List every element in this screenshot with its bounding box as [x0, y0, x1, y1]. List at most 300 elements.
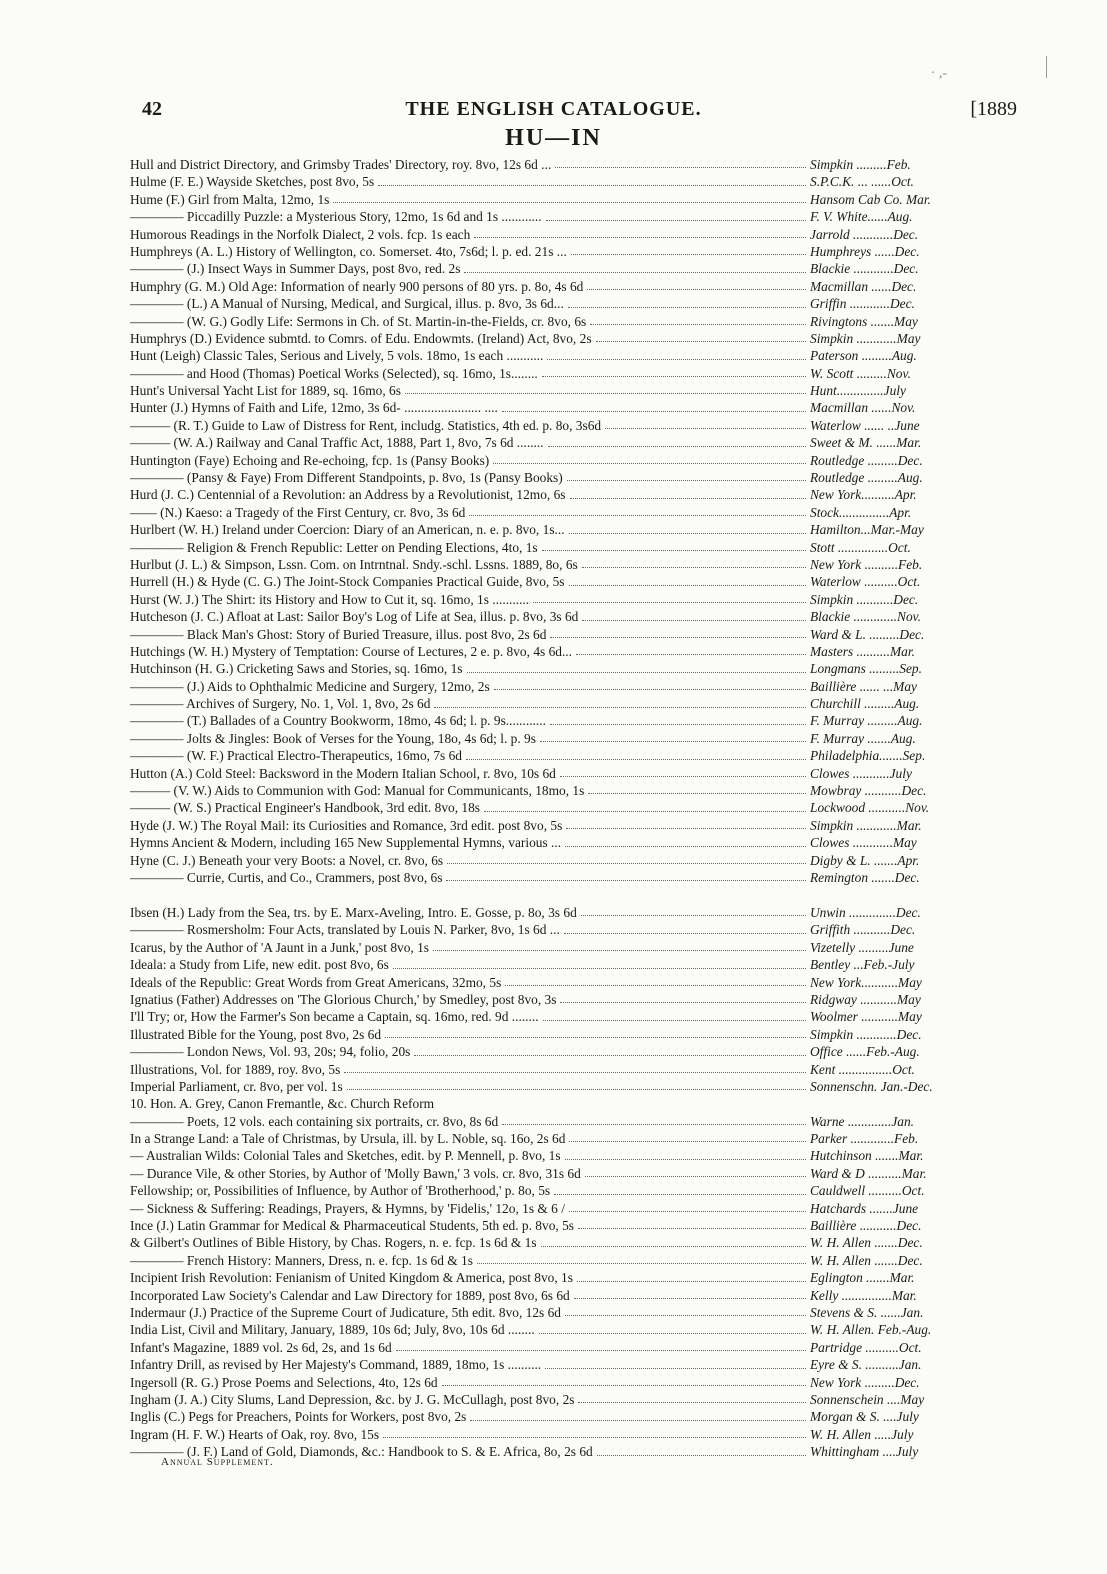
entry-description: Hutchinson (H. G.) Cricketing Saws and Stories, sq. 16mo, 1s: [130, 661, 463, 677]
entry-description: ———— (L.) A Manual of Nursing, Medical, and Surgical, illus. p. 8vo, 3s 6d...: [130, 296, 564, 312]
entry-publisher-month: Waterlow ..........Oct.: [810, 574, 921, 590]
catalogue-entry: [130, 556, 986, 573]
entry-publisher-month: Office ......Feb.-Aug.: [810, 1044, 920, 1060]
entry-publisher-month: New York...........May: [810, 974, 922, 990]
catalogue-entry: [130, 991, 986, 1008]
entry-publisher-month: Simpkin ...........Dec.: [810, 591, 919, 607]
dot-leader: [565, 846, 806, 847]
dot-leader: [566, 828, 806, 829]
entry-publisher-month: Simpkin .........Feb.: [810, 156, 911, 172]
dot-leader: [569, 533, 806, 534]
entry-description: Humorous Readings in the Norfolk Dialect, 2 vols. fcp. 1s each: [130, 226, 471, 242]
entry-description: Ince (J.) Latin Grammar for Medical & Pharmaceutical Students, 5th ed. p. 8vo, 5s: [130, 1218, 574, 1234]
entry-publisher-month: Whittingham ....July: [810, 1444, 919, 1460]
entry-publisher-month: Griffin ............Dec.: [810, 296, 915, 312]
catalogue-entry: [130, 852, 986, 869]
edge-line: [1046, 56, 1047, 78]
year-mark: [1889: [970, 98, 1017, 120]
catalogue-entry: [130, 173, 986, 190]
catalogue-entry: [130, 452, 986, 469]
entry-description: Hunter (J.) Hymns of Faith and Life, 12mo, 3s 6d- ....................... ....: [130, 400, 498, 416]
catalogue-entry: [130, 1008, 986, 1025]
catalogue-entry: [130, 956, 986, 973]
entry-publisher-month: Blackie .............Nov.: [810, 609, 921, 625]
catalogue-entry: [130, 834, 986, 851]
entry-publisher-month: F. V. White......Aug.: [810, 209, 913, 225]
entry-description: Hunt (Leigh) Classic Tales, Serious and Lively, 5 vols. 18mo, 1s each ...........: [130, 348, 544, 364]
catalogue-entry: [130, 417, 986, 434]
entry-description: Hymns Ancient & Modern, including 165 New Supplemental Hymns, various ...: [130, 835, 562, 851]
dot-leader: [550, 724, 806, 725]
entry-description: ——— (V. W.) Aids to Communion with God: Manual for Communicants, 18mo, 1s: [130, 783, 585, 799]
dot-leader: [393, 968, 806, 969]
entry-publisher-month: W. H. Allen .....July: [810, 1426, 914, 1442]
entry-publisher-month: Hansom Cab Co. Mar.: [810, 191, 931, 207]
catalogue-entry: [130, 573, 986, 590]
dot-leader: [605, 428, 806, 429]
entry-description: — Durance Vile, & other Stories, by Author of 'Molly Bawn,' 3 vols. cr. 8vo, 31s 6d: [130, 1165, 581, 1181]
catalogue-entry: [130, 1182, 986, 1199]
dot-leader: [587, 289, 806, 290]
dot-leader: [385, 1037, 806, 1038]
entry-publisher-month: Routledge .........Aug.: [810, 470, 923, 486]
catalogue-entry: [130, 1269, 986, 1286]
entry-description: Hyne (C. J.) Beneath your very Boots: a Novel, cr. 8vo, 6s: [130, 852, 444, 868]
entry-description: ———— Archives of Surgery, No. 1, Vol. 1, 8vo, 2s 6d: [130, 696, 431, 712]
entry-description: ———— Poets, 12 vols. each containing six portraits, cr. 8vo, 8s 6d: [130, 1113, 499, 1129]
catalogue-entry: [130, 730, 986, 747]
dot-leader: [344, 1072, 806, 1073]
dot-leader: [550, 637, 806, 638]
entry-description: Ideals of the Republic: Great Words from Great Americans, 32mo, 5s: [130, 974, 502, 990]
entry-publisher-month: Blackie ............Dec.: [810, 261, 919, 277]
entry-publisher-month: W. H. Allen. Feb.-Aug.: [810, 1322, 932, 1338]
entry-description: ———— (T.) Ballades of a Country Bookworm, 18mo, 4s 6d; l. p. 9s............: [130, 713, 546, 729]
dot-leader: [578, 1402, 806, 1403]
entry-publisher-month: Cauldwell ..........Oct.: [810, 1183, 925, 1199]
entry-description: Inglis (C.) Pegs for Preachers, Points for Workers, post 8vo, 2s: [130, 1409, 467, 1425]
entry-description: Illustrated Bible for the Young, post 8vo, 2s 6d: [130, 1026, 382, 1042]
catalogue-entry: [130, 1321, 986, 1338]
dot-leader: [543, 1020, 806, 1021]
entry-description: ———— London News, Vol. 93, 20s; 94, folio, 20s: [130, 1044, 411, 1060]
dot-leader: [564, 933, 806, 934]
entry-publisher-month: Woolmer ...........May: [810, 1009, 922, 1025]
catalogue-entry: [130, 1147, 986, 1164]
dot-leader: [578, 1228, 806, 1229]
catalogue-entry: [130, 591, 986, 608]
dot-leader: [545, 1368, 806, 1369]
entry-publisher-month: Sonnenschn. Jan.-Dec.: [810, 1078, 933, 1094]
entry-publisher-month: Kelly ...............Mar.: [810, 1287, 917, 1303]
entry-description: Hutcheson (J. C.) Afloat at Last: Sailor Boy's Log of Life at Sea, illus. p. 8vo, 3s 6d: [130, 609, 579, 625]
entry-publisher-month: Masters ..........Mar.: [810, 643, 915, 659]
catalogue-entry: [130, 1426, 986, 1443]
dot-leader: [414, 1055, 806, 1056]
entry-publisher-month: S.P.C.K. ... ......Oct.: [810, 174, 914, 190]
entry-description: Icarus, by the Author of 'A Jaunt in a Junk,' post 8vo, 1s: [130, 939, 430, 955]
catalogue-entry: [130, 1130, 986, 1147]
dot-leader: [560, 776, 806, 777]
entry-publisher-month: Hamilton...Mar.-May: [810, 522, 924, 538]
entry-publisher-month: W. Scott .........Nov.: [810, 365, 911, 381]
catalogue-entry: [130, 817, 986, 834]
dot-leader: [569, 1141, 806, 1142]
entry-list-hu: [130, 156, 986, 886]
entry-description: In a Strange Land: a Tale of Christmas, by Ursula, ill. by L. Noble, sq. 16o, 2s 6d: [130, 1131, 566, 1147]
entry-publisher-month: Hatchards .......June: [810, 1200, 919, 1216]
entry-description: Hurd (J. C.) Centennial of a Revolution: an Address by a Revolutionist, 12mo, 6s: [130, 487, 566, 503]
entry-publisher-month: Stott ...............Oct.: [810, 539, 911, 555]
entry-description: Hunt's Universal Yacht List for 1889, sq. 16mo, 6s: [130, 383, 401, 399]
entry-description: ———— (J.) Insect Ways in Summer Days, post 8vo, red. 2s: [130, 261, 461, 277]
catalogue-entry: [130, 434, 986, 451]
entry-publisher-month: Simpkin ............Mar.: [810, 817, 922, 833]
entry-publisher-month: Parker .............Feb.: [810, 1131, 919, 1147]
dot-leader: [542, 550, 806, 551]
dot-leader: [446, 880, 806, 881]
dot-leader: [574, 1298, 806, 1299]
catalogue-entry: [130, 799, 986, 816]
entry-publisher-month: Paterson .........Aug.: [810, 348, 917, 364]
catalogue-entry: [130, 365, 986, 382]
entry-publisher-month: New York..........Apr.: [810, 487, 917, 503]
entry-publisher-month: F. Murray .........Aug.: [810, 713, 923, 729]
entry-publisher-month: Remington .......Dec.: [810, 870, 920, 885]
entry-description: Humphry (G. M.) Old Age: Information of nearly 900 persons of 80 yrs. p. 8o, 4s 6d: [130, 278, 584, 294]
catalogue-entry: [130, 626, 986, 643]
catalogue-entry: [130, 295, 986, 312]
dot-leader: [396, 1350, 806, 1351]
entry-description: ———— (J. F.) Land of Gold, Diamonds, &c.: Handbook to S. & E. Africa, 8o, 2s 6d: [130, 1444, 593, 1460]
dot-leader: [542, 376, 806, 377]
entry-description: Indermaur (J.) Practice of the Supreme Court of Judicature, 5th edit. 8vo, 12s 6d: [130, 1304, 561, 1320]
entry-description: Hyde (J. W.) The Royal Mail: its Curiosities and Romance, 3rd edit. post 8vo, 5s: [130, 817, 563, 833]
dot-leader: [582, 567, 806, 568]
catalogue-entry: [130, 1043, 986, 1060]
entry-publisher-month: Ward & D ..........Mar.: [810, 1165, 927, 1181]
dot-leader: [597, 1455, 806, 1456]
entry-description: Hulme (F. E.) Wayside Sketches, post 8vo, 5s: [130, 174, 375, 190]
footer-label: Annual Supplement.: [161, 1456, 274, 1468]
entry-publisher-month: Kent ................Oct.: [810, 1061, 915, 1077]
entry-publisher-month: Clowes ...........July: [810, 765, 912, 781]
dot-leader: [447, 863, 806, 864]
dot-leader: [470, 1420, 806, 1421]
entry-publisher-month: W. H. Allen .......Dec.: [810, 1235, 923, 1251]
entry-publisher-month: Unwin ..............Dec.: [810, 904, 921, 920]
entry-publisher-month: Vizetelly .........June: [810, 939, 914, 955]
entry-description: Imperial Parliament, cr. 8vo, per vol. 1s: [130, 1078, 343, 1094]
catalogue-entry: [130, 1391, 986, 1408]
entry-publisher-month: Philadelphia.......Sep.: [810, 748, 926, 764]
entry-description: Ingram (H. F. W.) Hearts of Oak, roy. 8vo, 15s: [130, 1426, 380, 1442]
catalogue-entry: [130, 521, 986, 538]
entry-description: ———— Rosmersholm: Four Acts, translated by Louis N. Parker, 8vo, 1s 6d ...: [130, 922, 560, 938]
stray-ink-mark: · ,-: [930, 66, 947, 81]
entry-description: — Australian Wilds: Colonial Tales and Sketches, edit. by P. Mennell, p. 8vo, 1s: [130, 1148, 561, 1164]
dot-leader: [502, 1124, 806, 1125]
entry-description: ——— (R. T.) Guide to Law of Distress for Rent, includg. Statistics, 4th ed. p. 8o, 3s6d: [130, 417, 602, 433]
entry-description: ———— (W. G.) Godly Life: Sermons in Ch. of St. Martin-in-the-Fields, cr. 8vo, 6s: [130, 313, 587, 329]
dot-leader: [569, 585, 807, 586]
dot-leader: [581, 915, 806, 916]
catalogue-entry: [130, 1200, 986, 1217]
dot-leader: [565, 1159, 806, 1160]
dot-leader: [466, 759, 806, 760]
dot-leader: [590, 324, 806, 325]
entry-description: ———— Piccadilly Puzzle: a Mysterious Story, 12mo, 1s 6d and 1s ............: [130, 209, 542, 225]
dot-leader: [577, 1281, 806, 1282]
catalogue-entry: [130, 260, 986, 277]
dot-leader: [570, 498, 806, 499]
dot-leader: [383, 1437, 806, 1438]
entry-publisher-month: Partridge ..........Oct.: [810, 1339, 922, 1355]
entry-publisher-month: Digby & L. .......Apr.: [810, 852, 920, 868]
catalogue-entry: [130, 347, 986, 364]
catalogue-entry: [130, 869, 986, 886]
catalogue-entry: [130, 1339, 986, 1356]
entry-description: ———— Black Man's Ghost: Story of Buried Treasure, illus. post 8vo, 2s 6d: [130, 626, 547, 642]
dot-leader: [464, 272, 806, 273]
entry-description: Hurrell (H.) & Hyde (C. G.) The Joint-Stock Companies Practical Guide, 8vo, 5s: [130, 574, 565, 590]
entry-description: ———— French History: Manners, Dress, n. e. fcp. 1s 6d & 1s: [130, 1252, 473, 1268]
entry-publisher-month: Griffith ...........Dec.: [810, 922, 916, 938]
dot-leader: [484, 811, 806, 812]
catalogue-entry: [130, 1061, 986, 1078]
entry-publisher-month: Eglington .......Mar.: [810, 1270, 915, 1286]
dot-leader: [442, 1385, 806, 1386]
entry-publisher-month: Jarrold ............Dec.: [810, 226, 919, 242]
dot-leader: [560, 1002, 806, 1003]
dot-leader: [474, 237, 806, 238]
entry-description: India List, Civil and Military, January, 1889, 10s 6d; July, 8vo, 10s 6d ........: [130, 1322, 535, 1338]
catalogue-entry: [130, 1078, 986, 1095]
catalogue-entry: [130, 191, 986, 208]
catalogue-entry: [130, 156, 986, 173]
catalogue-entry: [130, 747, 986, 764]
entry-publisher-month: Sweet & M. ......Mar.: [810, 435, 922, 451]
entry-description: & Gilbert's Outlines of Bible History, by Chas. Rogers, n. e. fcp. 1s 6d & 1s: [130, 1235, 537, 1251]
entry-publisher-month: Simpkin ............Dec.: [810, 1026, 922, 1042]
dot-leader: [467, 672, 806, 673]
catalogue-entry: [130, 695, 986, 712]
entry-description: Illustrations, Vol. for 1889, roy. 8vo, 5s: [130, 1061, 341, 1077]
dot-leader: [596, 341, 806, 342]
entry-publisher-month: New York .........Dec.: [810, 1374, 920, 1390]
dot-leader: [378, 185, 806, 186]
entry-description: Incorporated Law Society's Calendar and Law Directory for 1889, post 8vo, 6s 6d: [130, 1287, 570, 1303]
entry-publisher-month: Rivingtons .......May: [810, 313, 918, 329]
entry-description: ———— Currie, Curtis, and Co., Crammers, post 8vo, 6s: [130, 870, 443, 885]
entry-description: Hutton (A.) Cold Steel: Backsword in the Modern Italian School, r. 8vo, 10s 6d: [130, 765, 556, 781]
catalogue-entry: [130, 1252, 986, 1269]
catalogue-entry: [130, 1113, 986, 1130]
catalogue-entry: [130, 539, 986, 556]
catalogue-entry: [130, 1287, 986, 1304]
catalogue-entry: [130, 469, 986, 486]
dot-leader: [567, 480, 806, 481]
dot-leader: [540, 741, 806, 742]
dot-leader: [493, 463, 806, 464]
dot-leader: [576, 654, 806, 655]
entry-publisher-month: Morgan & S. ....July: [810, 1409, 919, 1425]
dot-leader: [565, 1315, 806, 1316]
dot-leader: [502, 411, 806, 412]
catalogue-entry: [130, 278, 986, 295]
entry-publisher-month: Macmillan ......Nov.: [810, 400, 916, 416]
dot-leader: [568, 307, 806, 308]
entry-description: Humphreys (A. L.) History of Wellington, co. Somerset. 4to, 7s6d; l. p. ed. 21s ...: [130, 243, 567, 259]
catalogue-entry: [130, 313, 986, 330]
entry-publisher-month: Stevens & S. ......Jan.: [810, 1304, 924, 1320]
catalogue-entry: [130, 208, 986, 225]
entry-publisher-month: Ward & L. .........Dec.: [810, 626, 925, 642]
entry-publisher-month: Routledge .........Dec.: [810, 452, 923, 468]
catalogue-entry: [130, 782, 986, 799]
entry-publisher-month: W. H. Allen .......Dec.: [810, 1252, 923, 1268]
dot-leader: [571, 254, 806, 255]
section-heading: HU—IN: [505, 125, 602, 151]
dot-leader: [582, 620, 806, 621]
dot-leader: [547, 359, 806, 360]
entry-publisher-month: F. Murray .......Aug.: [810, 730, 916, 746]
entry-publisher-month: New York ..........Feb.: [810, 556, 923, 572]
entry-description: ———— (W. F.) Practical Electro-Therapeutics, 16mo, 7s 6d: [130, 748, 462, 764]
entry-list-i: [130, 904, 986, 1461]
entry-publisher-month: Stock...............Apr.: [810, 504, 912, 520]
catalogue-entry: [130, 643, 986, 660]
dot-leader: [405, 393, 806, 394]
catalogue-entry: [130, 921, 986, 938]
entry-publisher-month: Clowes ............May: [810, 835, 917, 851]
entry-description: Ibsen (H.) Lady from the Sea, trs. by E. Marx-Aveling, Intro. E. Gosse, p. 8o, 3s 6d: [130, 904, 577, 920]
entry-description: Hurst (W. J.) The Shirt: its History and How to Cut it, sq. 16mo, 1s ...........: [130, 591, 530, 607]
catalogue-entry: [130, 660, 986, 677]
catalogue-entry: [130, 1095, 986, 1112]
entry-description: ——— (W. S.) Practical Engineer's Handbook, 3rd edit. 8vo, 18s: [130, 800, 481, 816]
entry-description: 10. Hon. A. Grey, Canon Fremantle, &c. Church Reform: [130, 1096, 435, 1112]
entry-description: Huntington (Faye) Echoing and Re-echoing, fcp. 1s (Pansy Books): [130, 452, 490, 468]
entry-description: ———— (Pansy & Faye) From Different Standpoints, p. 8vo, 1s (Pansy Books): [130, 470, 563, 486]
dot-leader: [477, 1263, 806, 1264]
entry-description: Hume (F.) Girl from Malta, 12mo, 1s: [130, 191, 330, 207]
dot-leader: [546, 220, 806, 221]
entry-description: Hull and District Directory, and Grimsby Trades' Directory, roy. 8vo, 12s 6d ...: [130, 156, 552, 172]
dot-leader: [505, 985, 806, 986]
catalogue-entry: [130, 1356, 986, 1373]
catalogue-entry: [130, 504, 986, 521]
entry-description: ———— Jolts & Jingles: Book of Verses for the Young, 18o, 4s 6d; l. p. 9s: [130, 730, 536, 746]
entry-publisher-month: Ridgway ...........May: [810, 991, 921, 1007]
entry-description: Ignatius (Father) Addresses on 'The Glorious Church,' by Smedley, post 8vo, 3s: [130, 991, 557, 1007]
entry-description: Ingersoll (R. G.) Prose Poems and Selections, 4to, 12s 6d: [130, 1374, 438, 1390]
entry-publisher-month: Churchill .........Aug.: [810, 696, 920, 712]
catalogue-entry: [130, 713, 986, 730]
catalogue-entry: [130, 1304, 986, 1321]
entry-publisher-month: Warne .............Jan.: [810, 1113, 915, 1129]
entry-description: ———— and Hood (Thomas) Poetical Works (Selected), sq. 16mo, 1s........: [130, 365, 538, 381]
entry-description: Fellowship; or, Possibilities of Influence, by Author of 'Brotherhood,' p. 8o, 5s: [130, 1183, 551, 1199]
catalogue-entry: [130, 678, 986, 695]
catalogue-entry: [130, 608, 986, 625]
entry-publisher-month: Lockwood ...........Nov.: [810, 800, 930, 816]
dot-leader: [434, 707, 806, 708]
dot-leader: [533, 602, 806, 603]
catalogue-entry: [130, 382, 986, 399]
entry-description: ——— (W. A.) Railway and Canal Traffic Act, 1888, Part 1, 8vo, 7s 6d ........: [130, 435, 544, 451]
entry-publisher-month: Simpkin ............May: [810, 330, 921, 346]
entry-publisher-month: Bentley ...Feb.-July: [810, 957, 915, 973]
entry-description: ———— Religion & French Republic: Letter on Pending Elections, 4to, 1s: [130, 539, 538, 555]
dot-leader: [548, 446, 806, 447]
dot-leader: [433, 950, 806, 951]
entry-publisher-month: Humphreys ......Dec.: [810, 243, 920, 259]
entry-description: Incipient Irish Revolution: Fenianism of United Kingdom & America, post 8vo, 1s: [130, 1270, 573, 1286]
entry-description: —— (N.) Kaeso: a Tragedy of the First Century, cr. 8vo, 3s 6d: [130, 504, 466, 520]
dot-leader: [569, 1211, 806, 1212]
dot-leader: [541, 1246, 806, 1247]
page-number: 42: [142, 98, 162, 120]
entry-description: Hurlbert (W. H.) Ireland under Coercion: Diary of an American, n. e. p. 8vo, 1s...: [130, 522, 565, 538]
catalogue-entry: [130, 1374, 986, 1391]
catalogue-entry: [130, 1026, 986, 1043]
catalogue-entry: [130, 1217, 986, 1234]
entry-publisher-month: Macmillan ......Dec.: [810, 278, 917, 294]
entry-publisher-month: Baillière ...........Dec.: [810, 1218, 922, 1234]
catalogue-entry: [130, 1165, 986, 1182]
entry-description: Ideala: a Study from Life, new edit. post 8vo, 6s: [130, 957, 389, 973]
dot-leader: [333, 202, 806, 203]
catalogue-entry: [130, 243, 986, 260]
entry-publisher-month: Hutchinson .......Mar.: [810, 1148, 924, 1164]
entry-description: Hutchings (W. H.) Mystery of Temptation: Course of Lectures, 2 e. p. 8vo, 4s 6d...: [130, 643, 573, 659]
dot-leader: [585, 1176, 806, 1177]
catalogue-entry: [130, 974, 986, 991]
dot-leader: [469, 515, 806, 516]
entry-publisher-month: Sonnenschein ....May: [810, 1391, 925, 1407]
catalogue-entry: [130, 226, 986, 243]
catalogue-entry: [130, 1234, 986, 1251]
catalogue-entry: [130, 939, 986, 956]
catalogue-entry: [130, 904, 986, 921]
entry-publisher-month: Mowbray ...........Dec.: [810, 783, 927, 799]
catalogue-entry: [130, 486, 986, 503]
dot-leader: [555, 167, 806, 168]
entry-publisher-month: Longmans .........Sep.: [810, 661, 922, 677]
entry-publisher-month: Hunt..............July: [810, 383, 906, 399]
dot-leader: [539, 1333, 806, 1334]
catalogue-entry: [130, 330, 986, 347]
entry-description: — Sickness & Suffering: Readings, Prayers, & Hymns, by 'Fidelis,' 12o, 1s & 6 /: [130, 1200, 565, 1216]
dot-leader: [494, 689, 806, 690]
entry-description: Hurlbut (J. L.) & Simpson, Lssn. Com. on Intrntnal. Sndy.-schl. Lssns. 1889, 8o, 6s: [130, 556, 578, 572]
dot-leader: [347, 1089, 806, 1090]
entry-description: Infant's Magazine, 1889 vol. 2s 6d, 2s, and 1s 6d: [130, 1339, 392, 1355]
entry-description: Ingham (J. A.) City Slums, Land Depression, &c. by J. G. McCullagh, post 8vo, 2s: [130, 1391, 575, 1407]
dot-leader: [554, 1194, 806, 1195]
dot-leader: [588, 793, 806, 794]
running-title: THE ENGLISH CATALOGUE.: [405, 98, 702, 120]
catalogue-entry: [130, 765, 986, 782]
entry-publisher-month: Baillière ...... ...May: [810, 678, 917, 694]
entry-description: I'll Try; or, How the Farmer's Son became a Captain, sq. 16mo, red. 9d ........: [130, 1009, 539, 1025]
entry-publisher-month: Eyre & S. ..........Jan.: [810, 1357, 922, 1373]
catalogue-entry: [130, 399, 986, 416]
catalogue-entry: [130, 1408, 986, 1425]
entry-description: ———— (J.) Aids to Ophthalmic Medicine and Surgery, 12mo, 2s: [130, 678, 490, 694]
entry-publisher-month: Waterlow ...... ..June: [810, 417, 920, 433]
